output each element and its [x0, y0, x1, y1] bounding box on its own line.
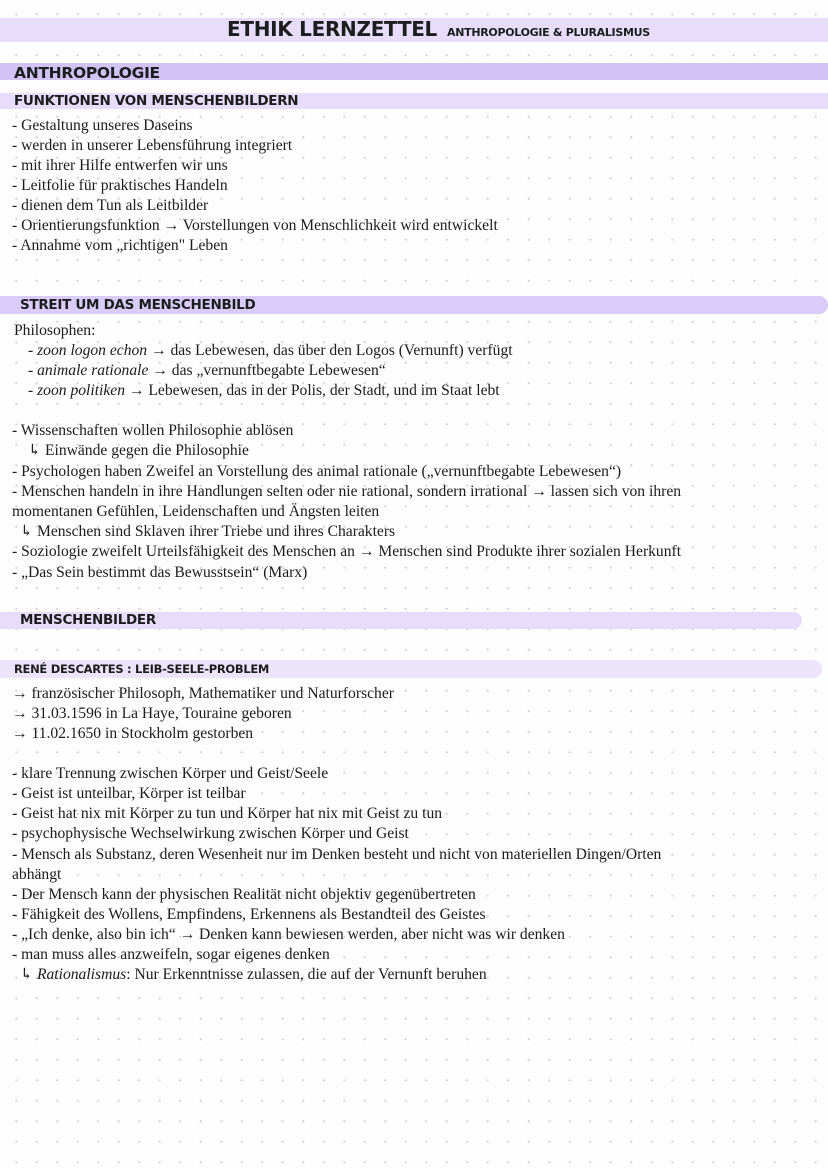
list-item: - Der Mensch kann der physischen Realität nicht objektiv gegenübertreten: [12, 886, 476, 903]
list-item: - Menschen handeln in ihre Handlungen selten oder nie rational, sondern irrational → lassen sich von ihren: [12, 483, 682, 500]
list-item: - Orientierungsfunktion → Vorstellungen von Menschlichkeit wird entwickelt: [12, 217, 498, 234]
list-item: - Psychologen haben Zweifel an Vorstellung des animal rationale („vernunftbegabte Lebewesen“): [12, 463, 622, 480]
list-item: momentanen Gefühlen, Leidenschaften und Ängsten leiten: [12, 503, 380, 520]
rationalismus-line: ↳ Rationalismus: Nur Erkenntnisse zulassen, die auf der Vernunft beruhen: [20, 966, 487, 983]
bio-line: → 11.02.1650 in Stockholm gestorben: [12, 725, 254, 742]
list-item: ↳ Menschen sind Sklaven ihrer Triebe und ihres Charakters: [20, 523, 396, 540]
list-item: - „Ich denke, also bin ich“ → Denken kann bewiesen werden, aber nicht was wir denken: [12, 926, 565, 943]
title-main: ETHIK LERNZETTEL: [227, 17, 438, 41]
list-item: - „Das Sein bestimmt das Bewusstsein“ (Marx): [12, 564, 308, 581]
list-item: - mit ihrer Hilfe entwerfen wir uns: [12, 157, 228, 174]
list-item: - Gestaltung unseres Daseins: [12, 117, 193, 134]
list-item: - Soziologie zweifelt Urteilsfähigkeit des Menschen an → Menschen sind Produkte ihrer sozialen Herkunft: [12, 543, 682, 560]
section-heading-anthropologie: ANTHROPOLOGIE: [14, 64, 160, 82]
philosophen-label: Philosophen:: [14, 322, 96, 339]
heading-funktionen: FUNKTIONEN VON MENSCHENBILDERN: [14, 93, 299, 109]
term-line: - zoon logon echon → das Lebewesen, das über den Logos (Vernunft) verfügt: [28, 342, 513, 359]
list-item: abhängt: [12, 866, 62, 883]
list-item: - Fähigkeit des Wollens, Empfindens, Erkennens als Bestandteil des Geistes: [12, 906, 486, 923]
page-title: [227, 17, 650, 41]
term-line: - zoon politiken → Lebewesen, das in der Polis, der Stadt, und im Staat lebt: [28, 382, 500, 399]
list-item: - Leitfolie für praktisches Handeln: [12, 177, 228, 194]
bio-line: → 31.03.1596 in La Haye, Touraine geboren: [12, 705, 292, 722]
term: zoon politiken: [37, 382, 126, 399]
title-subtitle: ANTHROPOLOGIE & PLURALISMUS: [447, 26, 650, 39]
term-line: - animale rationale → das „vernunftbegabte Lebewesen“: [28, 362, 386, 379]
list-item: - klare Trennung zwischen Körper und Geist/Seele: [12, 765, 329, 782]
heading-descartes: RENÉ DESCARTES : LEIB-SEELE-PROBLEM: [14, 662, 270, 676]
list-item: - Annahme vom „richtigen" Leben: [12, 237, 228, 254]
term: animale rationale: [37, 362, 149, 379]
term: Rationalismus: [36, 966, 127, 983]
heading-streit: STREIT UM DAS MENSCHENBILD: [20, 297, 256, 313]
bio-line: → französischer Philosoph, Mathematiker und Naturforscher: [12, 685, 394, 702]
list-item: - dienen dem Tun als Leitbilder: [12, 197, 209, 214]
term: zoon logon echon: [37, 342, 148, 359]
list-item: - Wissenschaften wollen Philosophie ablösen: [12, 422, 294, 439]
list-item: - psychophysische Wechselwirkung zwischen Körper und Geist: [12, 825, 409, 842]
list-item: - Geist hat nix mit Körper zu tun und Körper hat nix mit Geist zu tun: [12, 805, 443, 822]
list-item: ↳ Einwände gegen die Philosophie: [28, 442, 249, 459]
list-item: - werden in unserer Lebensführung integriert: [12, 137, 293, 154]
heading-menschenbilder: MENSCHENBILDER: [20, 612, 156, 628]
list-item: - Mensch als Substanz, deren Wesenheit nur im Denken besteht und nicht von materiellen Dingen/Orten: [12, 846, 662, 863]
list-item: - Geist ist unteilbar, Körper ist teilbar: [12, 785, 246, 802]
list-item: - man muss alles anzweifeln, sogar eigenes denken: [12, 946, 330, 963]
